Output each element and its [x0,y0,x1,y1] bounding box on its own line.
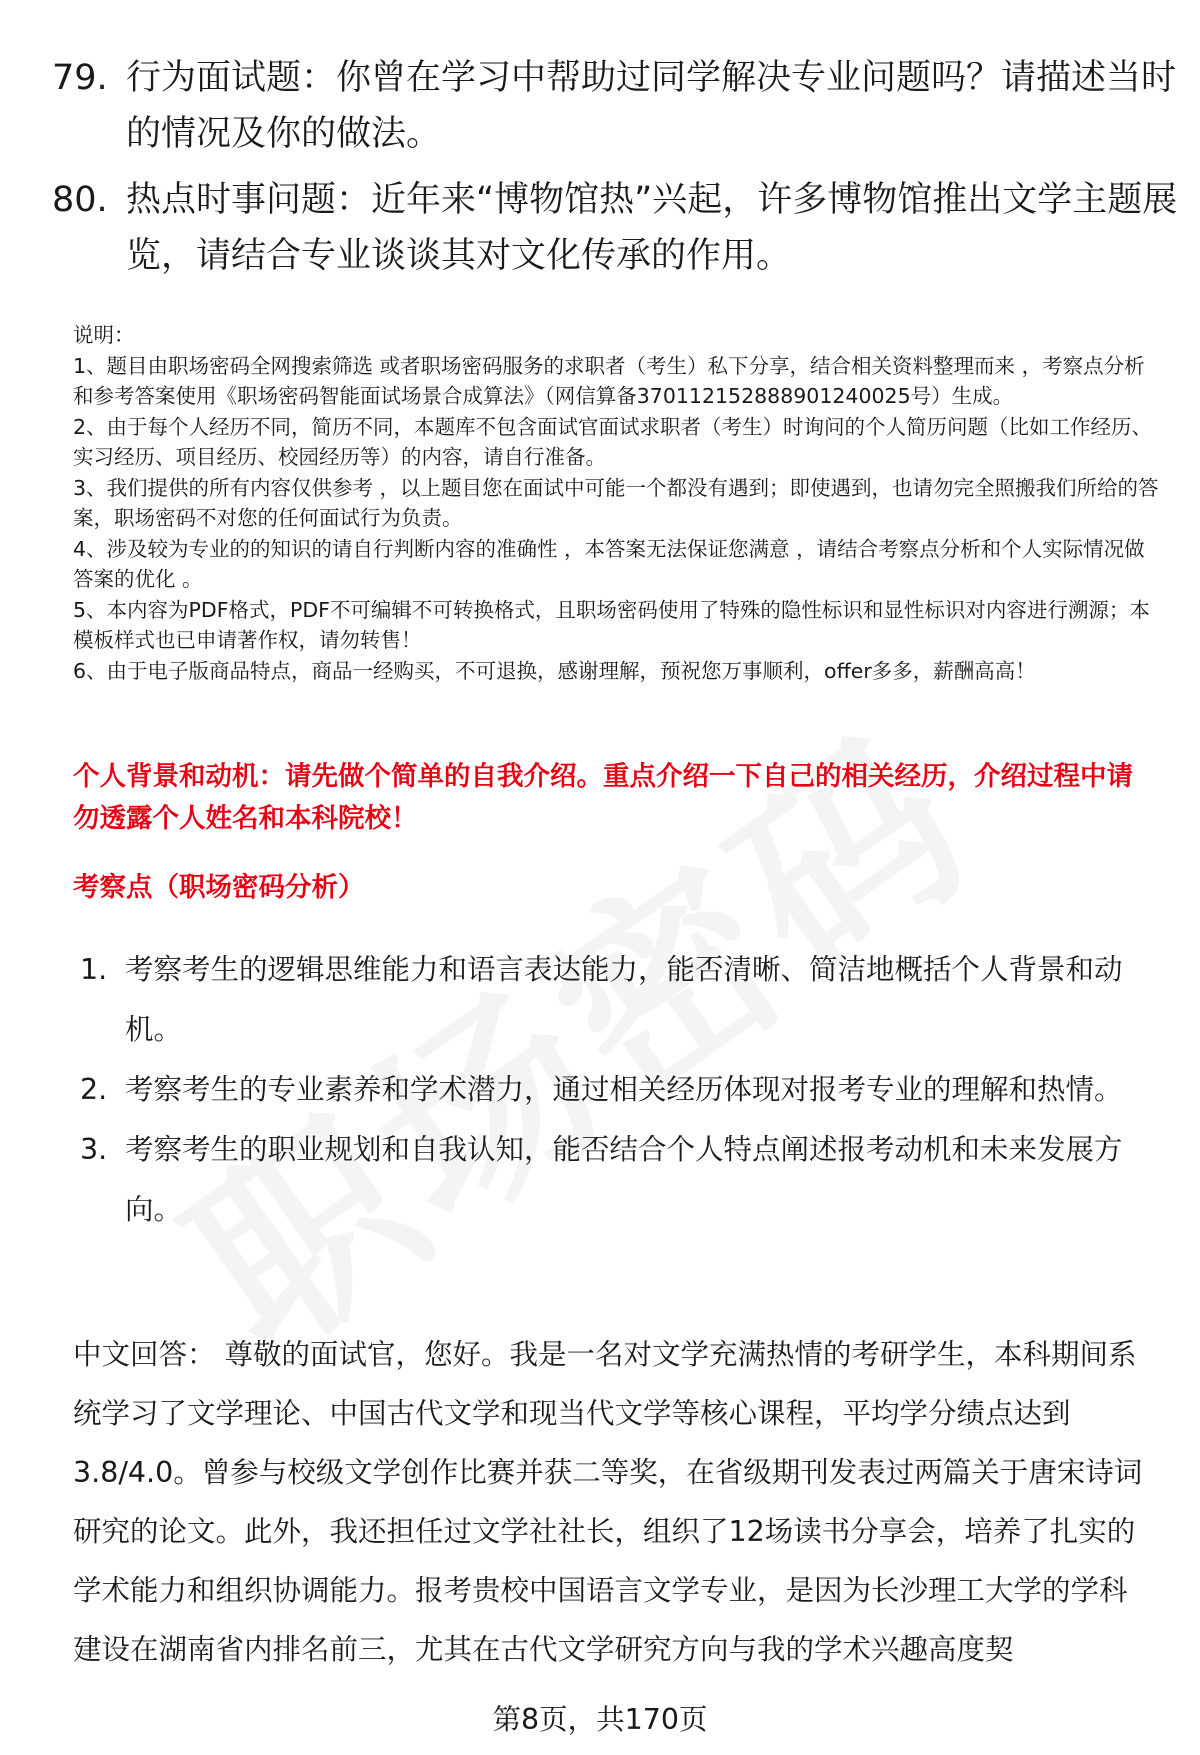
interview-question: 个人背景和动机：请先做个简单的自我介绍。重点介绍一下自己的相关经历，介绍过程中请勿透露个人姓名和本科院校！ [73,761,1133,834]
assessment-points [80,940,1160,1240]
points-heading: 考察点（职场密码分析） [73,872,365,903]
question-text: 热点时事问题：近年来“博物馆热”兴起，许多博物馆推出文学主题展览，请结合专业谈谈其对文化传承的作用。 [126,180,1178,276]
list-item [80,940,1160,1060]
notes-title: 说明： [73,323,135,347]
list-number: 2. [80,1073,108,1106]
page-number: 第8页，共170页 [492,1703,708,1736]
list-text: 考察考生的专业素养和学术潜力，通过相关经历体现对报考专业的理解和热情。 [125,1073,1123,1106]
note-item: 3、我们提供的所有内容仅供参考 ，以上题目您在面试中可能一个都没有遇到；即使遇到，也请勿完全照搬我们所给的答案，职场密码不对您的任何面试行为负责。 [73,475,1159,530]
note-item: 1、题目由职场密码全网搜索筛选 或者职场密码服务的求职者（考生）私下分享，结合相关资料整理而来 ，考察点分析和参考答案使用《职场密码智能面试场景合成算法》（网信算备370112152888901240025号）生成。 [73,353,1145,408]
question-number: 79. [52,58,108,98]
list-number: 1. [80,953,108,986]
note-item: 2、由于每个人经历不同，简历不同，本题库不包含面试官面试求职者（考生）时询问的个人简历问题（比如工作经历、实习经历、项目经历、校园经历等）的内容，请自行准备。 [73,414,1153,469]
note-item: 5、本内容为PDF格式，PDF不可编辑不可转换格式，且职场密码使用了特殊的隐性标识和显性标识对内容进行溯源；本模板样式也已申请著作权，请勿转售！ [73,597,1150,652]
note-item: 4、涉及较为专业的的知识的请自行判断内容的准确性 ，本答案无法保证您满意 ，请结合考察点分析和个人实际情况做答案的优化 。 [73,536,1145,591]
question-number: 80. [52,180,108,220]
disclaimer-notes [73,320,1163,686]
list-text: 考察考生的职业规划和自我认知，能否结合个人特点阐述报考动机和未来发展方向。 [125,1133,1123,1226]
question-text: 行为面试题：你曾在学习中帮助过同学解决专业问题吗？请描述当时的情况及你的做法。 [126,58,1177,154]
list-text: 考察考生的逻辑思维能力和语言表达能力，能否清晰、简洁地概括个人背景和动机。 [125,953,1123,1046]
question-80 [52,172,1178,284]
question-79 [52,50,1177,162]
sample-answer: 中文回答： 尊敬的面试官，您好。我是一名对文学充满热情的考研学生，本科期间系统学习了文学理论、中国古代文学和现当代文学等核心课程，平均学分绩点达到3.8/4.0。曾参与校级文学创作比赛并获二等奖，在省级期刊发表过两篇关于唐宋诗词研究的论文。此外，我还担任过文学社社长，组织了12场读书分享会，培养了扎实的学术能力和组织协调能力。报考贵校中国语言文学专业，是因为长沙理工大学的学科建设在湖南省内排名前三，尤其在古代文学研究方向与我的学术兴趣高度契 [73,1338,1143,1666]
list-item [80,1120,1160,1240]
list-item [80,1060,1160,1120]
note-item: 6、由于电子版商品特点，商品一经购买，不可退换，感谢理解，预祝您万事顺利，offer多多，薪酬高高！ [73,658,1036,683]
list-number: 3. [80,1133,108,1166]
